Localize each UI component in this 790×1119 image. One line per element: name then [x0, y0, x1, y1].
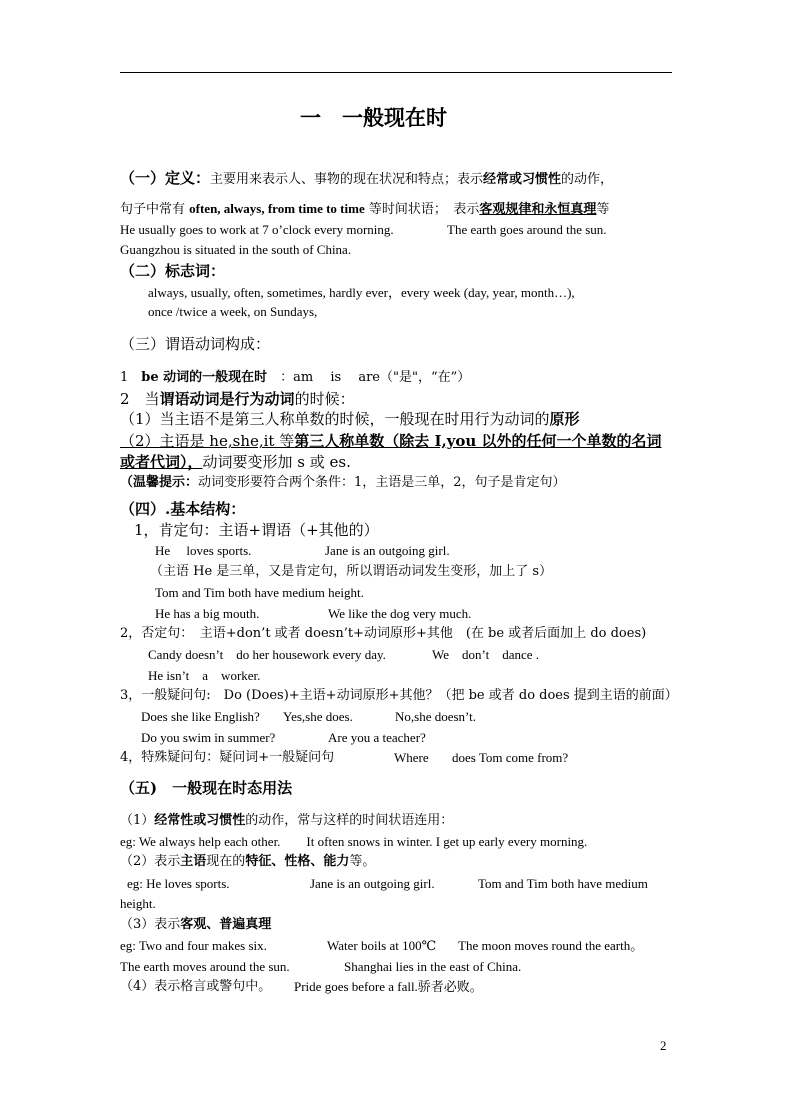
- page-number: 2: [660, 1038, 667, 1053]
- example-sentence: height.: [120, 896, 156, 911]
- tip-line: [120, 473, 566, 493]
- text: （3）表示: [120, 917, 181, 932]
- example-line: [141, 707, 477, 727]
- definition-line-2: [120, 199, 609, 220]
- example-line: [127, 874, 648, 894]
- example-line: eg: We always help each other. It often snows in winter. I get up early every morning.: [120, 834, 588, 849]
- rule-sub-2: [120, 431, 662, 451]
- affirmative-heading: 1，肯定句：主语+谓语（+其他的）: [134, 521, 379, 539]
- text: 等。: [349, 854, 376, 869]
- text: 主要用来表示人、事物的现在状况和特点；表示: [210, 172, 484, 187]
- bold-underlined-text: 客观规律和永恒真理: [479, 202, 597, 217]
- text: 动词变形要符合两个条件：1，主语是三单，2，句子是肯定句）: [198, 475, 566, 490]
- example-sentence: We like the dog very much.: [328, 606, 472, 621]
- example-line: [155, 541, 450, 561]
- example-sentence: Tom and Tim both have medium: [478, 876, 648, 891]
- bold-text: 原形: [549, 410, 580, 428]
- page-title: 一 一般现在时: [300, 105, 447, 130]
- text: 的动作，: [561, 172, 614, 187]
- example-word: Where: [394, 750, 429, 765]
- example-sentence: We don’t dance .: [432, 647, 540, 662]
- usage-4: [120, 977, 483, 997]
- text: ：am is are（"是"，“在”）: [267, 370, 471, 385]
- bold-underlined-text: 或者代词），: [120, 453, 203, 471]
- example-sentence: Shanghai lies in the east of China.: [344, 959, 522, 974]
- negative-heading: 2，否定句： 主语+don’t 或者 doesn’t+动词原形+其他 (在 be 或者后面加上 do does): [120, 626, 647, 641]
- example-sentence: Are you a teacher?: [328, 730, 426, 745]
- text: （1）: [120, 813, 155, 828]
- example-sentence: does Tom come from?: [452, 750, 569, 765]
- example-sentence: Jane is an outgoing girl.: [325, 543, 450, 558]
- bold-text: be 动词的一般现在时: [141, 370, 268, 385]
- section-1-heading: （一）定义：: [120, 169, 211, 187]
- example-line: [120, 936, 644, 956]
- text: 1: [120, 370, 142, 385]
- bold-text: often, always, from time to time: [189, 201, 365, 216]
- bold-text: 谓语动词是行为动词: [159, 390, 295, 408]
- text: 等时间状语； 表示: [364, 202, 480, 217]
- text: （1）当主语不是第三人称单数的时候，一般现在时用行为动词的: [120, 410, 550, 428]
- explanation-note: （主语 He 是三单，又是肯定句，所以谓语动词发生变形，加上了 s）: [150, 564, 553, 579]
- example-sentence: He has a big mouth.: [155, 606, 260, 621]
- usage-1: [120, 811, 453, 831]
- text: 句子中常有: [120, 202, 190, 217]
- usage-3: [120, 915, 271, 935]
- rule-sub-2-cont: [120, 452, 351, 472]
- example-line: [148, 645, 540, 665]
- text: （2）表示: [120, 854, 181, 869]
- example-sentence: He loves sports.: [155, 543, 252, 558]
- section-3-heading: （三）谓语动词构成：: [120, 335, 271, 353]
- special-question-line: [120, 748, 569, 768]
- text: 的时候：: [294, 390, 355, 408]
- bold-underlined-text: 第三人称单数（除去 I,you 以外的任何一个单数的名词: [294, 432, 662, 450]
- example-line: [120, 957, 522, 977]
- example-line: [120, 220, 607, 240]
- example-line: [141, 728, 426, 748]
- text: 2 当: [120, 390, 160, 408]
- usage-2: [120, 852, 375, 872]
- definition-line-1: [120, 168, 613, 190]
- example-sentence: Do you swim in summer?: [141, 730, 276, 745]
- bold-text: 客观、普遍真理: [180, 917, 272, 932]
- example-sentence: Yes,she does.: [283, 709, 353, 724]
- bold-text: 特征、性格、能力: [245, 854, 350, 869]
- tip-label: （温馨提示：: [120, 475, 199, 490]
- section-2-heading: （二）标志词：: [120, 262, 226, 280]
- signal-words-line: always, usually, often, sometimes, hardly ever，every week (day, year, month…),: [148, 285, 575, 300]
- rule-item-2: [120, 389, 355, 409]
- bold-text: 主语: [180, 854, 207, 869]
- text: 动词要变形加 s 或 es.: [202, 453, 351, 471]
- text: 的动作，常与这样的时间状语连用：: [245, 813, 454, 828]
- bold-text: 经常性或习惯性: [154, 813, 246, 828]
- question-heading: 3，一般疑问句: Do (Does)+主语+动词原形+其他？（把 be 或者 do does 提到主语的前面）: [120, 688, 678, 703]
- underlined-text: （2）主语是 he,she,it 等: [120, 432, 295, 450]
- section-5-heading: （五) 一般现在时态用法: [120, 779, 293, 797]
- special-question-heading: 4，特殊疑问句：疑问词+一般疑问句: [120, 750, 335, 765]
- example-sentence: Guangzhou is situated in the south of China.: [120, 242, 352, 257]
- section-4-heading: （四）.基本结构：: [120, 500, 246, 518]
- example-sentence: Does she like English?: [141, 709, 260, 724]
- example-sentence: Water boils at 100℃: [327, 938, 437, 953]
- example-sentence: He usually goes to work at 7 o’clock every morning.: [120, 222, 394, 237]
- example-sentence: No,she doesn’t.: [395, 709, 477, 724]
- example-sentence: eg: He loves sports.: [127, 876, 230, 891]
- example-sentence: eg: Two and four makes six.: [120, 938, 267, 953]
- example-sentence: The moon moves round the earth。: [458, 938, 644, 953]
- example-line: [155, 604, 472, 624]
- header-rule: [120, 72, 672, 73]
- example-sentence: The earth goes around the sun.: [447, 222, 607, 237]
- example-sentence: Tom and Tim both have medium height.: [155, 585, 364, 600]
- example-sentence: Candy doesn’t do her housework every day.: [148, 647, 386, 662]
- example-sentence: The earth moves around the sun.: [120, 959, 290, 974]
- text: 等: [596, 202, 610, 217]
- rule-item-1: [120, 368, 470, 388]
- text: 现在的: [206, 854, 246, 869]
- signal-words-line: once /twice a week, on Sundays,: [148, 304, 318, 319]
- rule-sub-1: [120, 409, 580, 429]
- bold-text: 经常或习惯性: [483, 172, 562, 187]
- example-sentence: Jane is an outgoing girl.: [310, 876, 435, 891]
- text: （4）表示格言或警句中。: [120, 979, 272, 994]
- example-sentence: Pride goes before a fall.骄者必败。: [294, 979, 483, 994]
- example-sentence: He isn’t a worker.: [148, 668, 261, 683]
